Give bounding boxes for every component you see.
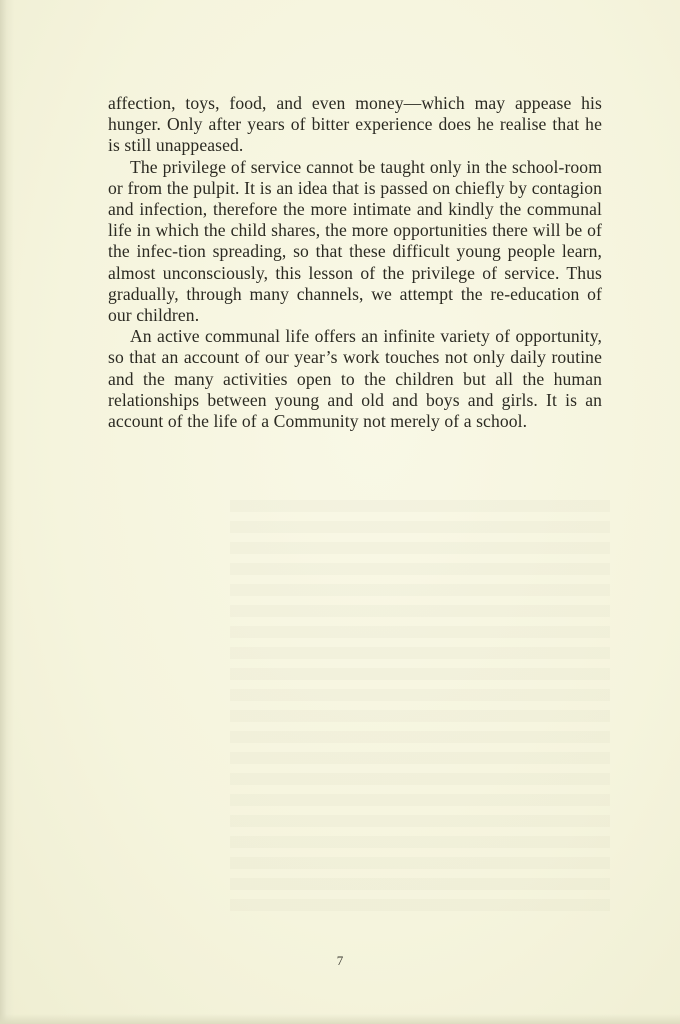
page-binding-shadow	[0, 0, 14, 1024]
paragraph-continuation: affection, toys, food, and even money—which may appease his hunger. Only after years of bitter experience does he realise that he is still unappeased.	[108, 93, 602, 156]
page-number: 7	[336, 953, 344, 968]
paragraph-communal-life: An active communal life offers an infinite variety of opportunity, so that an account of our year’s work touches not only daily routine and the many activities open to the children but all the human relationships between young and old and boys and girls. It is an account of the life of a Community not merely of a school.	[108, 326, 602, 432]
paragraph-privilege-of-service: The privilege of service cannot be taught only in the school‐room or from the pulpit. It is an idea that is passed on chiefly by contagion and infection, therefore the more intimate and kindly the communal life in which the child shares, the more opportunities there will be of the infec‐tion spreading, so that these difficult young people learn, almost unconsciously, this lesson of the privilege of service. Thus gradually, through many channels, we attempt the re‐education of our children.	[108, 156, 602, 326]
body-text	[108, 93, 602, 432]
page-bottom-shadow	[0, 1014, 680, 1024]
show-through-text	[230, 500, 610, 920]
